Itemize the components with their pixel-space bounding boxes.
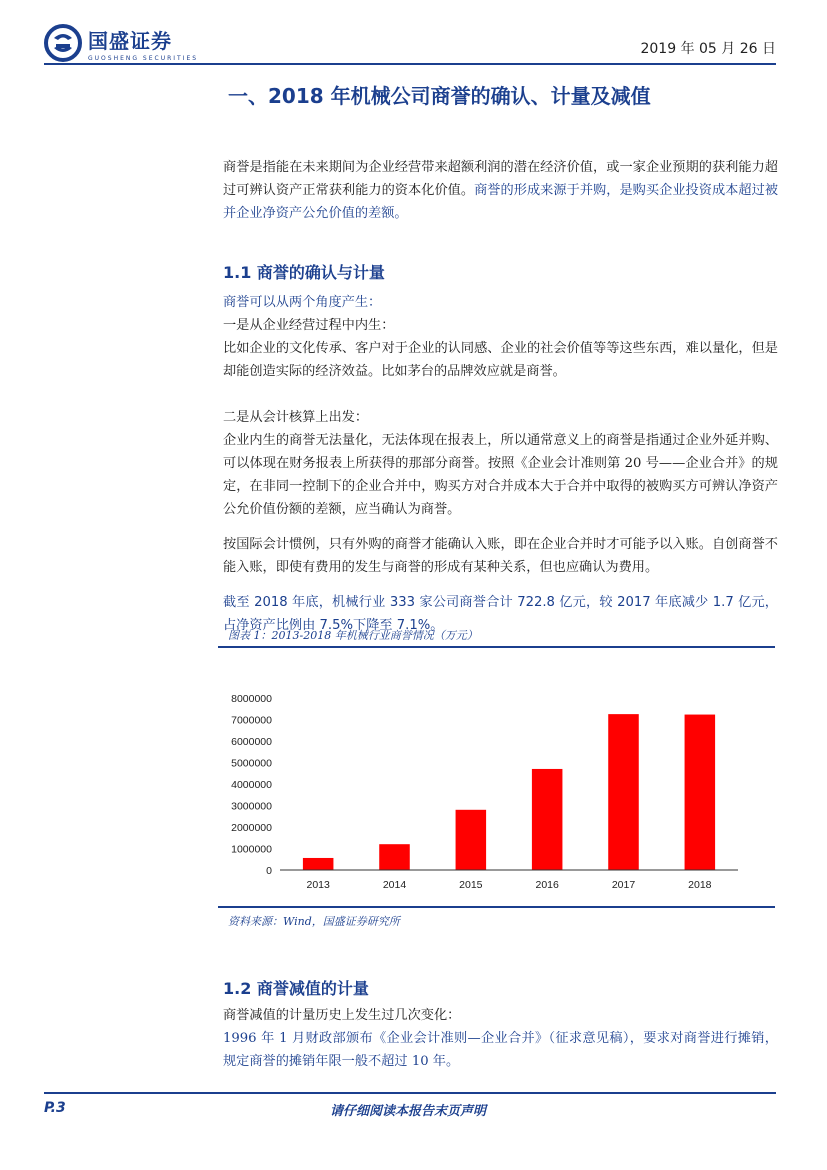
spacer bbox=[223, 383, 778, 406]
sub1-p3: 按国际会计惯例，只有外购的商誉才能确认入账，即在企业合并时才可能予以入账。自创商誉不能入账，即使有费用的发生与商誉的形成有某种关系，但也应确认为费用。 bbox=[223, 537, 778, 575]
y-tick-label: 1000000 bbox=[231, 843, 272, 856]
y-tick-label: 5000000 bbox=[231, 757, 272, 770]
header-divider bbox=[44, 63, 776, 65]
page-number: P.3 bbox=[44, 1100, 66, 1116]
subsection-1-1-body bbox=[223, 291, 778, 637]
sub1-p1-body: 比如企业的文化传承、客户对于企业的认同感、企业的社会价值等等这些东西，难以量化，但是却能创造实际的经济效益。比如茅台的品牌效应就是商誉。 bbox=[223, 341, 778, 379]
sub1-p1-head: 一是从企业经营过程中内生： bbox=[223, 318, 395, 333]
bar-2013 bbox=[303, 858, 334, 870]
figure-caption: 图表 1：2013-2018 年机械行业商誉情况（万元） bbox=[228, 629, 478, 642]
sub2-p1: 1996 年 1 月财政部颁布《企业会计准则—企业合并》（征求意见稿），要求对商誉进行摊销，规定商誉的摊销年限一般不超过 10 年。 bbox=[223, 1031, 778, 1069]
figure-source: 资料来源：Wind，国盛证券研究所 bbox=[228, 915, 400, 928]
sub1-p2-head: 二是从会计核算上出发： bbox=[223, 410, 369, 425]
subsection-title-1-2: 1.2 商誉减值的计量 bbox=[223, 979, 369, 998]
figure-top-rule bbox=[218, 646, 775, 648]
spacer bbox=[223, 521, 778, 533]
sub1-lead: 商誉可以从两个角度产生： bbox=[223, 295, 382, 310]
logo-en-text: GUOSHENG SECURITIES bbox=[88, 54, 199, 62]
x-tick-label: 2017 bbox=[611, 879, 636, 891]
bar-2015 bbox=[456, 810, 487, 870]
x-tick-label: 2016 bbox=[535, 879, 559, 891]
intro-paragraph bbox=[223, 156, 778, 225]
subsection-title-1-1: 1.1 商誉的确认与计量 bbox=[223, 263, 385, 282]
footer-divider bbox=[44, 1092, 776, 1094]
x-tick-label: 2015 bbox=[459, 879, 483, 891]
brand-logo bbox=[44, 24, 198, 62]
y-tick-label: 4000000 bbox=[231, 779, 272, 791]
y-tick-label: 0 bbox=[266, 865, 272, 877]
x-tick-label: 2014 bbox=[382, 879, 407, 891]
x-tick-label: 2013 bbox=[306, 879, 330, 891]
sub2-lead: 商誉减值的计量历史上发生过几次变化： bbox=[223, 1008, 461, 1023]
figure-bottom-rule bbox=[218, 906, 775, 908]
bar-2016 bbox=[532, 769, 563, 870]
bar-2017 bbox=[608, 714, 639, 870]
bar-2014 bbox=[379, 844, 410, 870]
subsection-1-2-body bbox=[223, 1004, 778, 1073]
y-tick-label: 3000000 bbox=[231, 800, 272, 813]
y-tick-label: 8000000 bbox=[231, 693, 272, 705]
logo-icon bbox=[44, 24, 82, 62]
sub1-p4-highlight: 截至 2018 年底，机械行业 333 家公司商誉合计 722.8 亿元，较 2017 年底减少 1.7 亿元，占净资产比例由 7.5%下降至 7.1%。 bbox=[223, 595, 778, 633]
spacer bbox=[223, 579, 778, 591]
logo-cn-text: 国盛证券 bbox=[88, 28, 172, 53]
x-tick-label: 2018 bbox=[688, 879, 712, 891]
section-title: 一、2018 年机械公司商誉的确认、计量及减值 bbox=[228, 84, 651, 108]
y-tick-label: 2000000 bbox=[231, 822, 272, 834]
intro-plain-text: 商誉是指能在未来期间为企业经营带来超额利润的潜在经济价值，或一家企业预期的获利能力超过可辨认资产正常获利能力的资本化价值。 bbox=[223, 160, 778, 198]
goodwill-bar-chart bbox=[218, 684, 775, 894]
sub1-p2-body: 企业内生的商誉无法量化，无法体现在报表上，所以通常意义上的商誉是指通过企业外延并购、可以体现在财务报表上所获得的那部分商誉。按照《企业会计准则第 20 号——企业合并》的规定，在非同一控制下的企业合并中，购买方对合并成本大于合并中取得的被购买方可辨认净资产公允价值份额的差额，应当确认为商誉。 bbox=[223, 433, 778, 517]
intro-blue-text: 商誉的形成来源于并购，是购买企业投资成本超过被并企业净资产公允价值的差额。 bbox=[223, 183, 779, 221]
report-date: 2019 年 05 月 26 日 bbox=[640, 41, 776, 57]
footer-disclaimer: 请仔细阅读本报告末页声明 bbox=[330, 1104, 487, 1119]
bar-2018 bbox=[685, 715, 716, 870]
y-tick-label: 7000000 bbox=[231, 714, 272, 727]
y-tick-label: 6000000 bbox=[231, 736, 272, 748]
